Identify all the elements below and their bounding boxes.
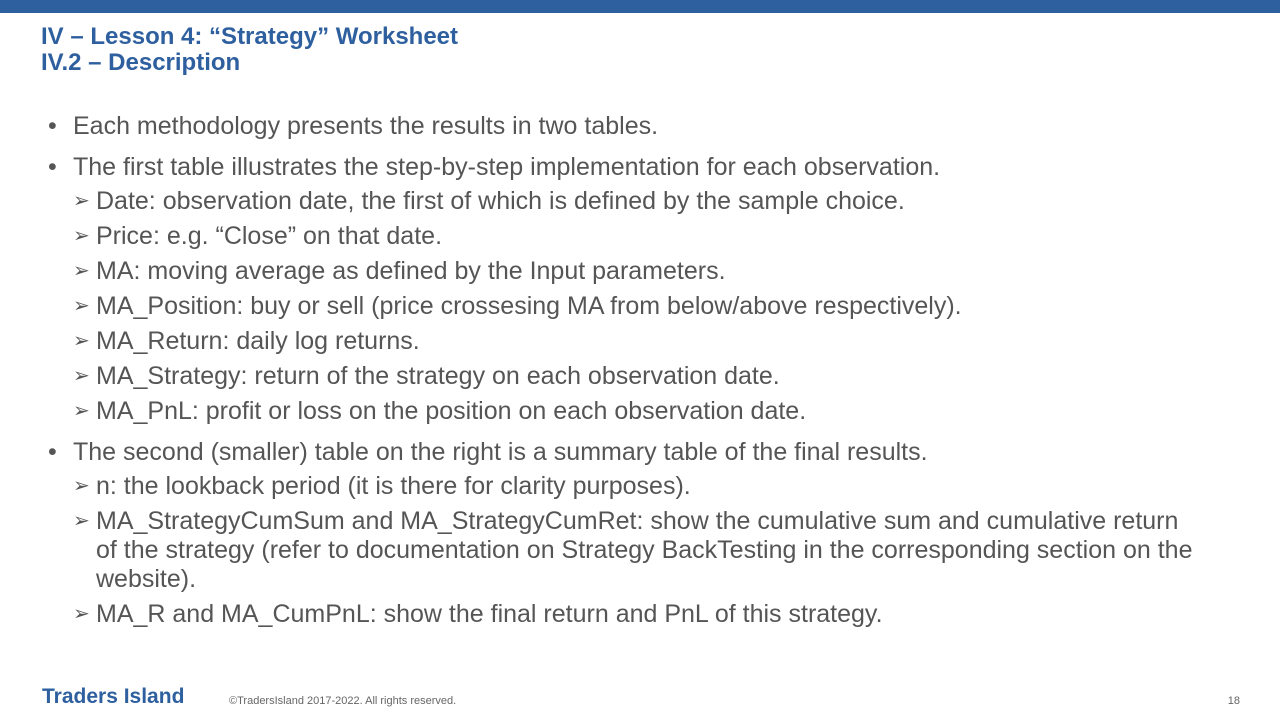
arrow-bullet-icon: ➢ — [73, 190, 90, 212]
bullet-dot-icon: • — [48, 438, 57, 466]
arrow-bullet-icon: ➢ — [73, 260, 90, 282]
top-accent-bar — [0, 0, 1280, 13]
bullet-dot-icon: • — [48, 153, 57, 181]
bullet-text: Each methodology presents the results in two tables. — [73, 112, 659, 140]
slide-title: IV – Lesson 4: “Strategy” Worksheet — [41, 23, 459, 50]
sub-bullet-text: MA_Return: daily log returns. — [96, 327, 420, 355]
sub-bullet-item — [73, 362, 1206, 391]
slide-content — [48, 112, 1238, 629]
sub-bullet-text: MA_R and MA_CumPnL: show the final return and PnL of this strategy. — [96, 600, 883, 628]
sub-bullet-text: n: the lookback period (it is there for clarity purposes). — [96, 472, 691, 500]
sub-bullet-item — [73, 327, 1206, 356]
sub-bullet-item — [73, 600, 1206, 629]
sub-bullet-item — [73, 292, 1206, 321]
sub-bullet-text: MA_Position: buy or sell (price crossesing MA from below/above respectively). — [96, 292, 962, 320]
sub-bullet-text: MA_PnL: profit or loss on the position on each observation date. — [96, 397, 807, 425]
footer-logo: Traders Island — [42, 685, 185, 708]
sub-bullet-text: MA_StrategyCumSum and MA_StrategyCumRet: show the cumulative sum and cumulative return of the strategy (refer to documentation on Strategy BackTesting in the corresponding section on the website). — [96, 507, 1193, 593]
sub-bullet-item — [73, 222, 1206, 251]
slide-subtitle: IV.2 – Description — [41, 49, 241, 76]
arrow-bullet-icon: ➢ — [73, 400, 90, 422]
bullet-text: The second (smaller) table on the right is a summary table of the final results. — [73, 438, 928, 466]
bullet-item — [48, 112, 1238, 141]
bullet-item — [48, 153, 1238, 182]
bullet-text: The first table illustrates the step-by-step implementation for each observation. — [73, 153, 941, 181]
sub-bullet-text: Date: observation date, the first of which is defined by the sample choice. — [96, 187, 905, 215]
footer-copyright: ©TradersIsland 2017-2022. All rights reserved. — [229, 695, 457, 707]
sub-bullet-text: MA_Strategy: return of the strategy on each observation date. — [96, 362, 780, 390]
arrow-bullet-icon: ➢ — [73, 295, 90, 317]
sub-bullet-item — [73, 397, 1206, 426]
page-number: 18 — [1227, 695, 1240, 707]
bullet-item — [48, 438, 1238, 467]
arrow-bullet-icon: ➢ — [73, 225, 90, 247]
sub-bullet-text: Price: e.g. “Close” on that date. — [96, 222, 443, 250]
arrow-bullet-icon: ➢ — [73, 365, 90, 387]
arrow-bullet-icon: ➢ — [73, 330, 90, 352]
slide-title-block — [41, 24, 458, 76]
sub-bullet-item — [73, 472, 1206, 501]
sub-bullet-text: MA: moving average as defined by the Input parameters. — [96, 257, 726, 285]
sub-bullet-item — [73, 507, 1206, 594]
sub-bullet-item — [73, 257, 1206, 286]
arrow-bullet-icon: ➢ — [73, 510, 90, 532]
arrow-bullet-icon: ➢ — [73, 603, 90, 625]
bullet-dot-icon: • — [48, 112, 57, 140]
sub-bullet-item — [73, 187, 1206, 216]
arrow-bullet-icon: ➢ — [73, 475, 90, 497]
